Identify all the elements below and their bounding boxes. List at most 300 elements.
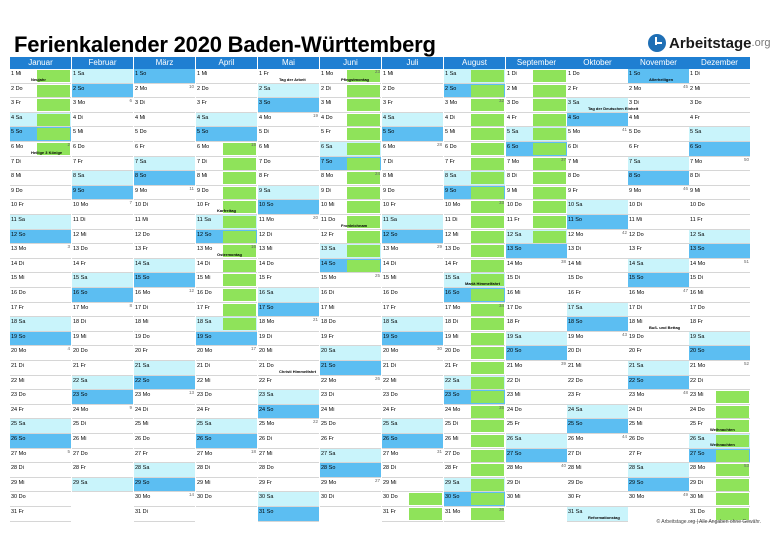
day-cell[interactable]	[382, 434, 443, 449]
day-cell[interactable]	[320, 317, 381, 332]
day-cell[interactable]	[196, 463, 257, 478]
day-cell[interactable]	[258, 317, 319, 332]
day-cell[interactable]	[444, 303, 505, 318]
day-cell[interactable]	[567, 376, 628, 391]
day-cell[interactable]	[320, 171, 381, 186]
day-cell[interactable]	[506, 434, 567, 449]
day-cell[interactable]	[196, 186, 257, 201]
day-cell[interactable]	[567, 69, 628, 84]
day-cell[interactable]	[567, 361, 628, 376]
day-cell[interactable]	[628, 376, 689, 391]
day-cell[interactable]	[628, 200, 689, 215]
day-cell[interactable]	[196, 419, 257, 434]
day-cell[interactable]	[567, 346, 628, 361]
day-cell[interactable]	[444, 405, 505, 420]
day-cell[interactable]	[10, 200, 71, 215]
day-cell[interactable]	[444, 259, 505, 274]
day-cell[interactable]	[382, 142, 443, 157]
day-cell[interactable]	[689, 113, 750, 128]
day-cell[interactable]	[134, 507, 195, 522]
day-cell[interactable]	[628, 230, 689, 245]
day-cell[interactable]	[134, 127, 195, 142]
day-cell[interactable]	[134, 84, 195, 99]
day-cell[interactable]	[567, 215, 628, 230]
day-cell[interactable]	[134, 317, 195, 332]
day-cell[interactable]	[444, 478, 505, 493]
day-cell[interactable]	[72, 376, 133, 391]
day-cell[interactable]	[628, 405, 689, 420]
day-cell[interactable]	[382, 376, 443, 391]
day-cell[interactable]	[72, 186, 133, 201]
day-cell[interactable]	[382, 478, 443, 493]
day-cell[interactable]	[10, 273, 71, 288]
day-cell[interactable]	[567, 507, 628, 522]
day-cell[interactable]	[134, 390, 195, 405]
day-cell[interactable]	[628, 142, 689, 157]
day-cell[interactable]	[258, 215, 319, 230]
day-cell[interactable]	[196, 478, 257, 493]
day-cell[interactable]	[320, 463, 381, 478]
day-cell[interactable]	[10, 507, 71, 522]
day-cell[interactable]	[196, 332, 257, 347]
day-cell[interactable]	[382, 507, 443, 522]
day-cell[interactable]	[689, 84, 750, 99]
day-cell[interactable]	[10, 244, 71, 259]
day-cell[interactable]	[444, 288, 505, 303]
day-cell[interactable]	[196, 113, 257, 128]
day-cell[interactable]	[506, 419, 567, 434]
day-cell[interactable]	[72, 390, 133, 405]
day-cell[interactable]	[258, 200, 319, 215]
day-cell[interactable]	[196, 288, 257, 303]
day-cell[interactable]	[320, 419, 381, 434]
day-cell[interactable]	[444, 84, 505, 99]
day-cell[interactable]	[10, 230, 71, 245]
day-cell[interactable]	[134, 113, 195, 128]
day-cell[interactable]	[567, 303, 628, 318]
day-cell[interactable]	[10, 157, 71, 172]
day-cell[interactable]	[72, 405, 133, 420]
day-cell[interactable]	[567, 332, 628, 347]
day-cell[interactable]	[320, 361, 381, 376]
day-cell[interactable]	[258, 492, 319, 507]
day-cell[interactable]	[444, 142, 505, 157]
day-cell[interactable]	[567, 259, 628, 274]
day-cell[interactable]	[72, 157, 133, 172]
day-cell[interactable]	[689, 317, 750, 332]
day-cell[interactable]	[320, 478, 381, 493]
day-cell[interactable]	[382, 463, 443, 478]
day-cell[interactable]	[506, 98, 567, 113]
day-cell[interactable]	[72, 303, 133, 318]
day-cell[interactable]	[258, 127, 319, 142]
day-cell[interactable]	[382, 405, 443, 420]
day-cell[interactable]	[72, 317, 133, 332]
day-cell[interactable]	[382, 303, 443, 318]
day-cell[interactable]	[10, 186, 71, 201]
day-cell[interactable]	[72, 273, 133, 288]
day-cell[interactable]	[444, 507, 505, 522]
day-cell[interactable]	[382, 288, 443, 303]
day-cell[interactable]	[134, 434, 195, 449]
day-cell[interactable]	[134, 332, 195, 347]
day-cell[interactable]	[10, 449, 71, 464]
day-cell[interactable]	[444, 390, 505, 405]
day-cell[interactable]	[628, 361, 689, 376]
day-cell[interactable]	[506, 405, 567, 420]
day-cell[interactable]	[72, 434, 133, 449]
day-cell[interactable]	[196, 200, 257, 215]
day-cell[interactable]	[689, 215, 750, 230]
day-cell[interactable]	[258, 478, 319, 493]
day-cell[interactable]	[258, 259, 319, 274]
day-cell[interactable]	[196, 346, 257, 361]
day-cell[interactable]	[134, 376, 195, 391]
day-cell[interactable]	[258, 376, 319, 391]
day-cell[interactable]	[72, 259, 133, 274]
day-cell[interactable]	[320, 230, 381, 245]
day-cell[interactable]	[689, 171, 750, 186]
day-cell[interactable]	[628, 84, 689, 99]
day-cell[interactable]	[506, 332, 567, 347]
day-cell[interactable]	[134, 200, 195, 215]
day-cell[interactable]	[10, 303, 71, 318]
day-cell[interactable]	[444, 376, 505, 391]
day-cell[interactable]	[258, 84, 319, 99]
day-cell[interactable]	[72, 478, 133, 493]
day-cell[interactable]	[320, 200, 381, 215]
day-cell[interactable]	[196, 230, 257, 245]
day-cell[interactable]	[444, 463, 505, 478]
day-cell[interactable]	[196, 69, 257, 84]
day-cell[interactable]	[134, 361, 195, 376]
day-cell[interactable]	[506, 273, 567, 288]
day-cell[interactable]	[258, 273, 319, 288]
day-cell[interactable]	[10, 84, 71, 99]
day-cell[interactable]	[134, 157, 195, 172]
day-cell[interactable]	[196, 273, 257, 288]
day-cell[interactable]	[444, 230, 505, 245]
day-cell[interactable]	[320, 405, 381, 420]
day-cell[interactable]	[689, 419, 750, 434]
day-cell[interactable]	[506, 200, 567, 215]
day-cell[interactable]	[382, 113, 443, 128]
day-cell[interactable]	[628, 390, 689, 405]
day-cell[interactable]	[134, 303, 195, 318]
day-cell[interactable]	[258, 405, 319, 420]
day-cell[interactable]	[134, 230, 195, 245]
day-cell[interactable]	[134, 259, 195, 274]
day-cell[interactable]	[506, 84, 567, 99]
day-cell[interactable]	[258, 303, 319, 318]
day-cell[interactable]	[506, 230, 567, 245]
day-cell[interactable]	[382, 346, 443, 361]
day-cell[interactable]	[72, 113, 133, 128]
day-cell[interactable]	[444, 434, 505, 449]
day-cell[interactable]	[628, 127, 689, 142]
day-cell[interactable]	[320, 492, 381, 507]
day-cell[interactable]	[506, 317, 567, 332]
day-cell[interactable]	[258, 419, 319, 434]
day-cell[interactable]	[506, 492, 567, 507]
day-cell[interactable]	[628, 259, 689, 274]
day-cell[interactable]	[506, 113, 567, 128]
day-cell[interactable]	[72, 361, 133, 376]
day-cell[interactable]	[196, 98, 257, 113]
day-cell[interactable]	[689, 463, 750, 478]
day-cell[interactable]	[196, 405, 257, 420]
day-cell[interactable]	[628, 157, 689, 172]
day-cell[interactable]	[689, 186, 750, 201]
day-cell[interactable]	[320, 332, 381, 347]
day-cell[interactable]	[506, 376, 567, 391]
day-cell[interactable]	[258, 434, 319, 449]
day-cell[interactable]	[10, 478, 71, 493]
day-cell[interactable]	[628, 434, 689, 449]
day-cell[interactable]	[258, 113, 319, 128]
day-cell[interactable]	[689, 434, 750, 449]
day-cell[interactable]	[382, 449, 443, 464]
day-cell[interactable]	[628, 288, 689, 303]
day-cell[interactable]	[10, 288, 71, 303]
day-cell[interactable]	[320, 186, 381, 201]
day-cell[interactable]	[72, 69, 133, 84]
day-cell[interactable]	[320, 376, 381, 391]
day-cell[interactable]	[689, 98, 750, 113]
day-cell[interactable]	[10, 419, 71, 434]
day-cell[interactable]	[567, 84, 628, 99]
day-cell[interactable]	[689, 157, 750, 172]
day-cell[interactable]	[196, 303, 257, 318]
day-cell[interactable]	[567, 478, 628, 493]
day-cell[interactable]	[382, 215, 443, 230]
day-cell[interactable]	[382, 200, 443, 215]
day-cell[interactable]	[628, 244, 689, 259]
day-cell[interactable]	[258, 98, 319, 113]
day-cell[interactable]	[567, 390, 628, 405]
day-cell[interactable]	[134, 449, 195, 464]
day-cell[interactable]	[628, 463, 689, 478]
day-cell[interactable]	[134, 492, 195, 507]
day-cell[interactable]	[567, 434, 628, 449]
day-cell[interactable]	[134, 405, 195, 420]
day-cell[interactable]	[567, 113, 628, 128]
day-cell[interactable]	[628, 113, 689, 128]
day-cell[interactable]	[10, 215, 71, 230]
day-cell[interactable]	[444, 69, 505, 84]
day-cell[interactable]	[382, 419, 443, 434]
day-cell[interactable]	[506, 127, 567, 142]
day-cell[interactable]	[72, 230, 133, 245]
day-cell[interactable]	[689, 142, 750, 157]
day-cell[interactable]	[196, 449, 257, 464]
day-cell[interactable]	[10, 332, 71, 347]
day-cell[interactable]	[196, 84, 257, 99]
day-cell[interactable]	[444, 419, 505, 434]
day-cell[interactable]	[567, 186, 628, 201]
day-cell[interactable]	[320, 434, 381, 449]
day-cell[interactable]	[134, 244, 195, 259]
day-cell[interactable]	[628, 303, 689, 318]
day-cell[interactable]	[382, 186, 443, 201]
day-cell[interactable]	[10, 492, 71, 507]
day-cell[interactable]	[628, 171, 689, 186]
day-cell[interactable]	[10, 463, 71, 478]
day-cell[interactable]	[258, 463, 319, 478]
day-cell[interactable]	[567, 157, 628, 172]
day-cell[interactable]	[689, 259, 750, 274]
day-cell[interactable]	[258, 230, 319, 245]
day-cell[interactable]	[320, 259, 381, 274]
day-cell[interactable]	[382, 157, 443, 172]
day-cell[interactable]	[689, 361, 750, 376]
day-cell[interactable]	[567, 405, 628, 420]
day-cell[interactable]	[382, 492, 443, 507]
day-cell[interactable]	[72, 244, 133, 259]
day-cell[interactable]	[382, 98, 443, 113]
day-cell[interactable]	[10, 376, 71, 391]
day-cell[interactable]	[628, 449, 689, 464]
day-cell[interactable]	[258, 361, 319, 376]
day-cell[interactable]	[72, 84, 133, 99]
day-cell[interactable]	[689, 288, 750, 303]
day-cell[interactable]	[258, 69, 319, 84]
day-cell[interactable]	[444, 215, 505, 230]
day-cell[interactable]	[628, 98, 689, 113]
day-cell[interactable]	[444, 346, 505, 361]
day-cell[interactable]	[10, 405, 71, 420]
day-cell[interactable]	[444, 244, 505, 259]
day-cell[interactable]	[506, 463, 567, 478]
day-cell[interactable]	[196, 317, 257, 332]
day-cell[interactable]	[72, 332, 133, 347]
day-cell[interactable]	[320, 84, 381, 99]
day-cell[interactable]	[320, 127, 381, 142]
day-cell[interactable]	[628, 478, 689, 493]
day-cell[interactable]	[506, 288, 567, 303]
day-cell[interactable]	[320, 346, 381, 361]
day-cell[interactable]	[689, 449, 750, 464]
day-cell[interactable]	[72, 127, 133, 142]
day-cell[interactable]	[134, 142, 195, 157]
day-cell[interactable]	[506, 390, 567, 405]
day-cell[interactable]	[567, 142, 628, 157]
day-cell[interactable]	[196, 390, 257, 405]
day-cell[interactable]	[10, 259, 71, 274]
day-cell[interactable]	[196, 157, 257, 172]
day-cell[interactable]	[72, 98, 133, 113]
day-cell[interactable]	[196, 171, 257, 186]
day-cell[interactable]	[320, 113, 381, 128]
logo[interactable]	[648, 34, 771, 52]
day-cell[interactable]	[689, 405, 750, 420]
day-cell[interactable]	[72, 449, 133, 464]
day-cell[interactable]	[10, 361, 71, 376]
day-cell[interactable]	[196, 376, 257, 391]
day-cell[interactable]	[196, 259, 257, 274]
day-cell[interactable]	[444, 332, 505, 347]
day-cell[interactable]	[196, 361, 257, 376]
day-cell[interactable]	[382, 69, 443, 84]
day-cell[interactable]	[689, 390, 750, 405]
day-cell[interactable]	[134, 288, 195, 303]
day-cell[interactable]	[10, 69, 71, 84]
day-cell[interactable]	[444, 492, 505, 507]
day-cell[interactable]	[444, 127, 505, 142]
day-cell[interactable]	[689, 127, 750, 142]
day-cell[interactable]	[10, 171, 71, 186]
day-cell[interactable]	[196, 492, 257, 507]
day-cell[interactable]	[628, 186, 689, 201]
day-cell[interactable]	[258, 390, 319, 405]
day-cell[interactable]	[628, 215, 689, 230]
day-cell[interactable]	[444, 113, 505, 128]
day-cell[interactable]	[382, 273, 443, 288]
day-cell[interactable]	[506, 449, 567, 464]
day-cell[interactable]	[382, 390, 443, 405]
day-cell[interactable]	[506, 69, 567, 84]
day-cell[interactable]	[506, 186, 567, 201]
day-cell[interactable]	[444, 200, 505, 215]
day-cell[interactable]	[320, 288, 381, 303]
day-cell[interactable]	[506, 303, 567, 318]
day-cell[interactable]	[628, 273, 689, 288]
day-cell[interactable]	[567, 288, 628, 303]
day-cell[interactable]	[72, 288, 133, 303]
day-cell[interactable]	[134, 419, 195, 434]
day-cell[interactable]	[196, 215, 257, 230]
day-cell[interactable]	[196, 142, 257, 157]
day-cell[interactable]	[382, 332, 443, 347]
day-cell[interactable]	[567, 244, 628, 259]
day-cell[interactable]	[628, 332, 689, 347]
day-cell[interactable]	[567, 317, 628, 332]
day-cell[interactable]	[258, 142, 319, 157]
day-cell[interactable]	[320, 244, 381, 259]
day-cell[interactable]	[689, 492, 750, 507]
day-cell[interactable]	[10, 142, 71, 157]
day-cell[interactable]	[134, 186, 195, 201]
day-cell[interactable]	[689, 200, 750, 215]
day-cell[interactable]	[134, 273, 195, 288]
day-cell[interactable]	[689, 376, 750, 391]
day-cell[interactable]	[320, 69, 381, 84]
day-cell[interactable]	[444, 317, 505, 332]
day-cell[interactable]	[258, 288, 319, 303]
day-cell[interactable]	[196, 244, 257, 259]
day-cell[interactable]	[72, 171, 133, 186]
day-cell[interactable]	[258, 346, 319, 361]
day-cell[interactable]	[628, 317, 689, 332]
day-cell[interactable]	[320, 390, 381, 405]
day-cell[interactable]	[444, 98, 505, 113]
day-cell[interactable]	[506, 157, 567, 172]
day-cell[interactable]	[567, 463, 628, 478]
day-cell[interactable]	[72, 346, 133, 361]
day-cell[interactable]	[320, 303, 381, 318]
day-cell[interactable]	[689, 332, 750, 347]
day-cell[interactable]	[382, 317, 443, 332]
day-cell[interactable]	[506, 171, 567, 186]
day-cell[interactable]	[134, 478, 195, 493]
day-cell[interactable]	[258, 449, 319, 464]
day-cell[interactable]	[382, 244, 443, 259]
day-cell[interactable]	[382, 171, 443, 186]
day-cell[interactable]	[258, 186, 319, 201]
day-cell[interactable]	[258, 157, 319, 172]
day-cell[interactable]	[506, 478, 567, 493]
day-cell[interactable]	[506, 142, 567, 157]
